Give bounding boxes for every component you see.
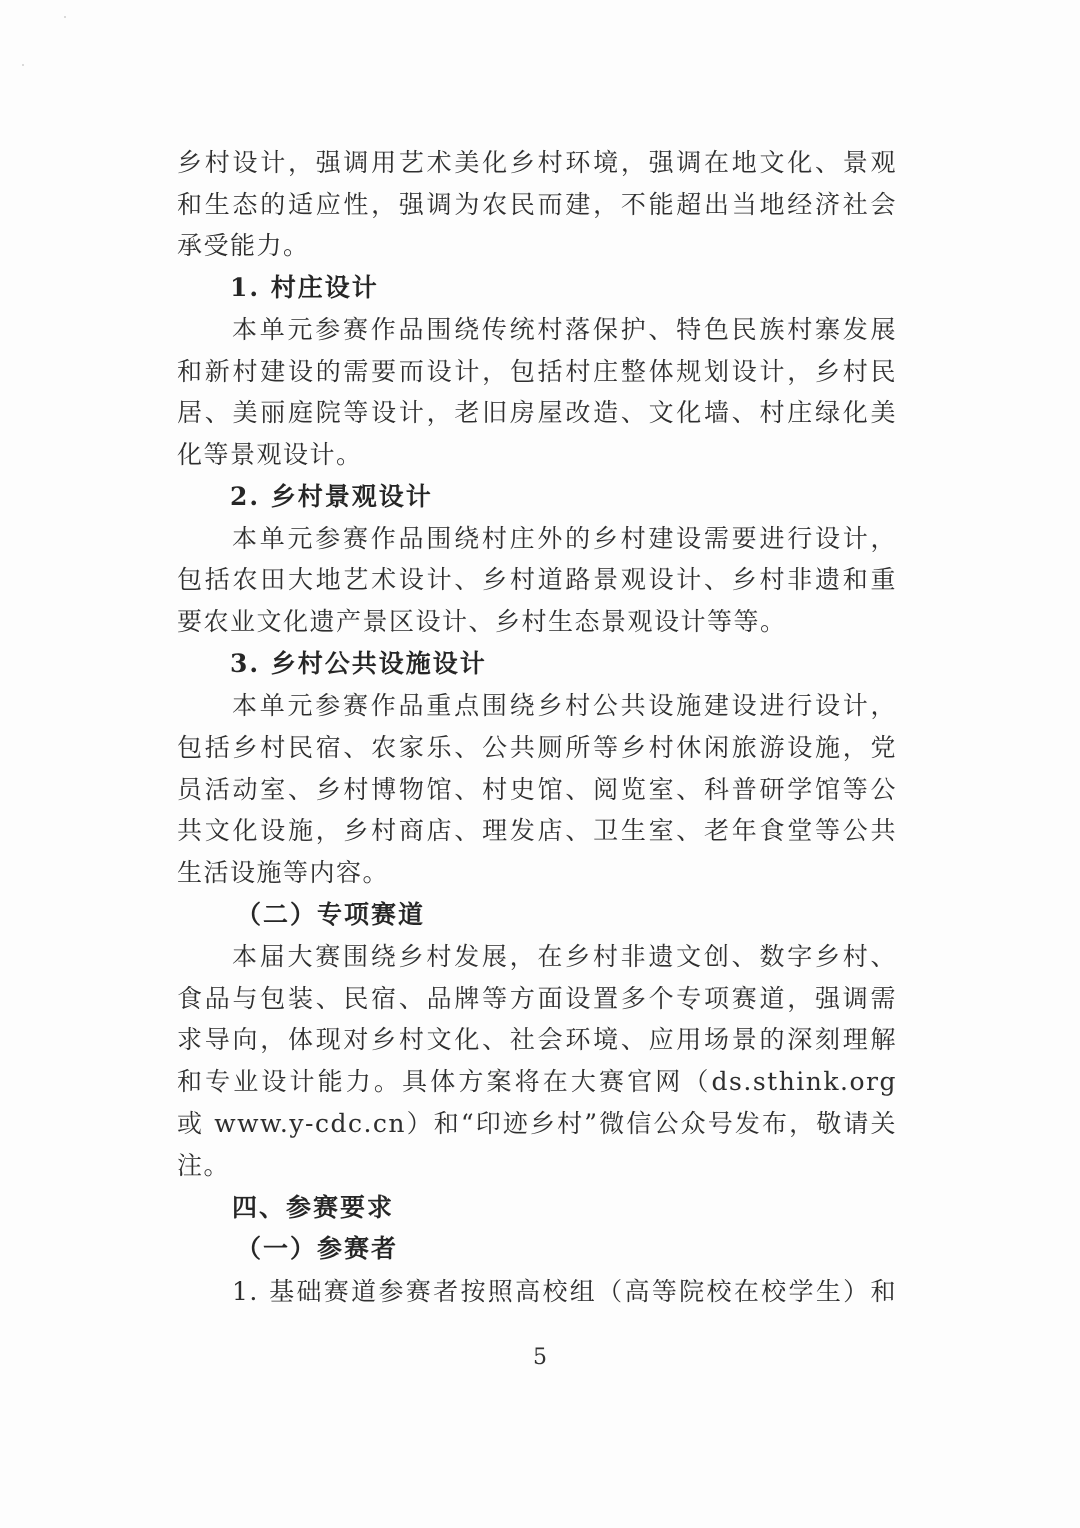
paragraph-line: 本单元参赛作品围绕村庄外的乡村建设需要进行设计， [232,524,897,553]
paragraph-line: 注。 [177,1151,231,1180]
paragraph-line: 和新村建设的需要而设计，包括村庄整体规划设计，乡村民 [177,357,897,386]
section-heading-landscape-design: 2. 乡村景观设计 [230,482,433,511]
paragraph-line: 生活设施等内容。 [177,858,390,887]
subsection-heading-participants: （一）参赛者 [236,1234,399,1263]
paragraph-line: 包括农田大地艺术设计、乡村道路景观设计、乡村非遗和重 [177,565,897,594]
paragraph-line: 承受能力。 [177,231,310,260]
paragraph-line: 员活动室、乡村博物馆、村史馆、阅览室、科普研学馆等公 [177,775,897,804]
paragraph-line: 本单元参赛作品围绕传统村落保护、特色民族村寨发展 [232,315,897,344]
paragraph-line: 和生态的适应性，强调为农民而建，不能超出当地经济社会 [177,190,897,219]
paragraph-line: 1. 基础赛道参赛者按照高校组（高等院校在校学生）和 [232,1277,897,1306]
paragraph-line: 或 www.y-cdc.cn）和“印迹乡村”微信公众号发布，敬请关 [177,1109,897,1138]
paragraph-line: 共文化设施，乡村商店、理发店、卫生室、老年食堂等公共 [177,816,897,845]
paragraph-line: 食品与包装、民宿、品牌等方面设置多个专项赛道，强调需 [177,984,897,1013]
paragraph-line: 本单元参赛作品重点围绕乡村公共设施建设进行设计， [232,691,897,720]
section-heading-public-facilities-design: 3. 乡村公共设施设计 [230,649,487,678]
paragraph-line: 乡村设计，强调用艺术美化乡村环境，强调在地文化、景观 [177,148,897,177]
paragraph-line: 要农业文化遗产景区设计、乡村生态景观设计等等。 [177,607,787,636]
section-heading-requirements: 四、参赛要求 [232,1193,395,1222]
paragraph-line: 本届大赛围绕乡村发展，在乡村非遗文创、数字乡村、 [232,942,897,971]
paragraph-line: 居、美丽庭院等设计，老旧房屋改造、文化墙、村庄绿化美 [177,398,897,427]
scan-speck [64,16,66,18]
section-heading-special-track: （二）专项赛道 [236,900,426,929]
section-heading-village-design: 1. 村庄设计 [230,273,379,302]
scan-speck [22,64,24,66]
paragraph-line: 化等景观设计。 [177,440,363,469]
page-number: 5 [533,1345,547,1370]
paragraph-line: 包括乡村民宿、农家乐、公共厕所等乡村休闲旅游设施，党 [177,733,897,762]
paragraph-line: 和专业设计能力。具体方案将在大赛官网（ds.sthink.org [177,1067,897,1096]
paragraph-line: 求导向，体现对乡村文化、社会环境、应用场景的深刻理解 [177,1025,897,1054]
